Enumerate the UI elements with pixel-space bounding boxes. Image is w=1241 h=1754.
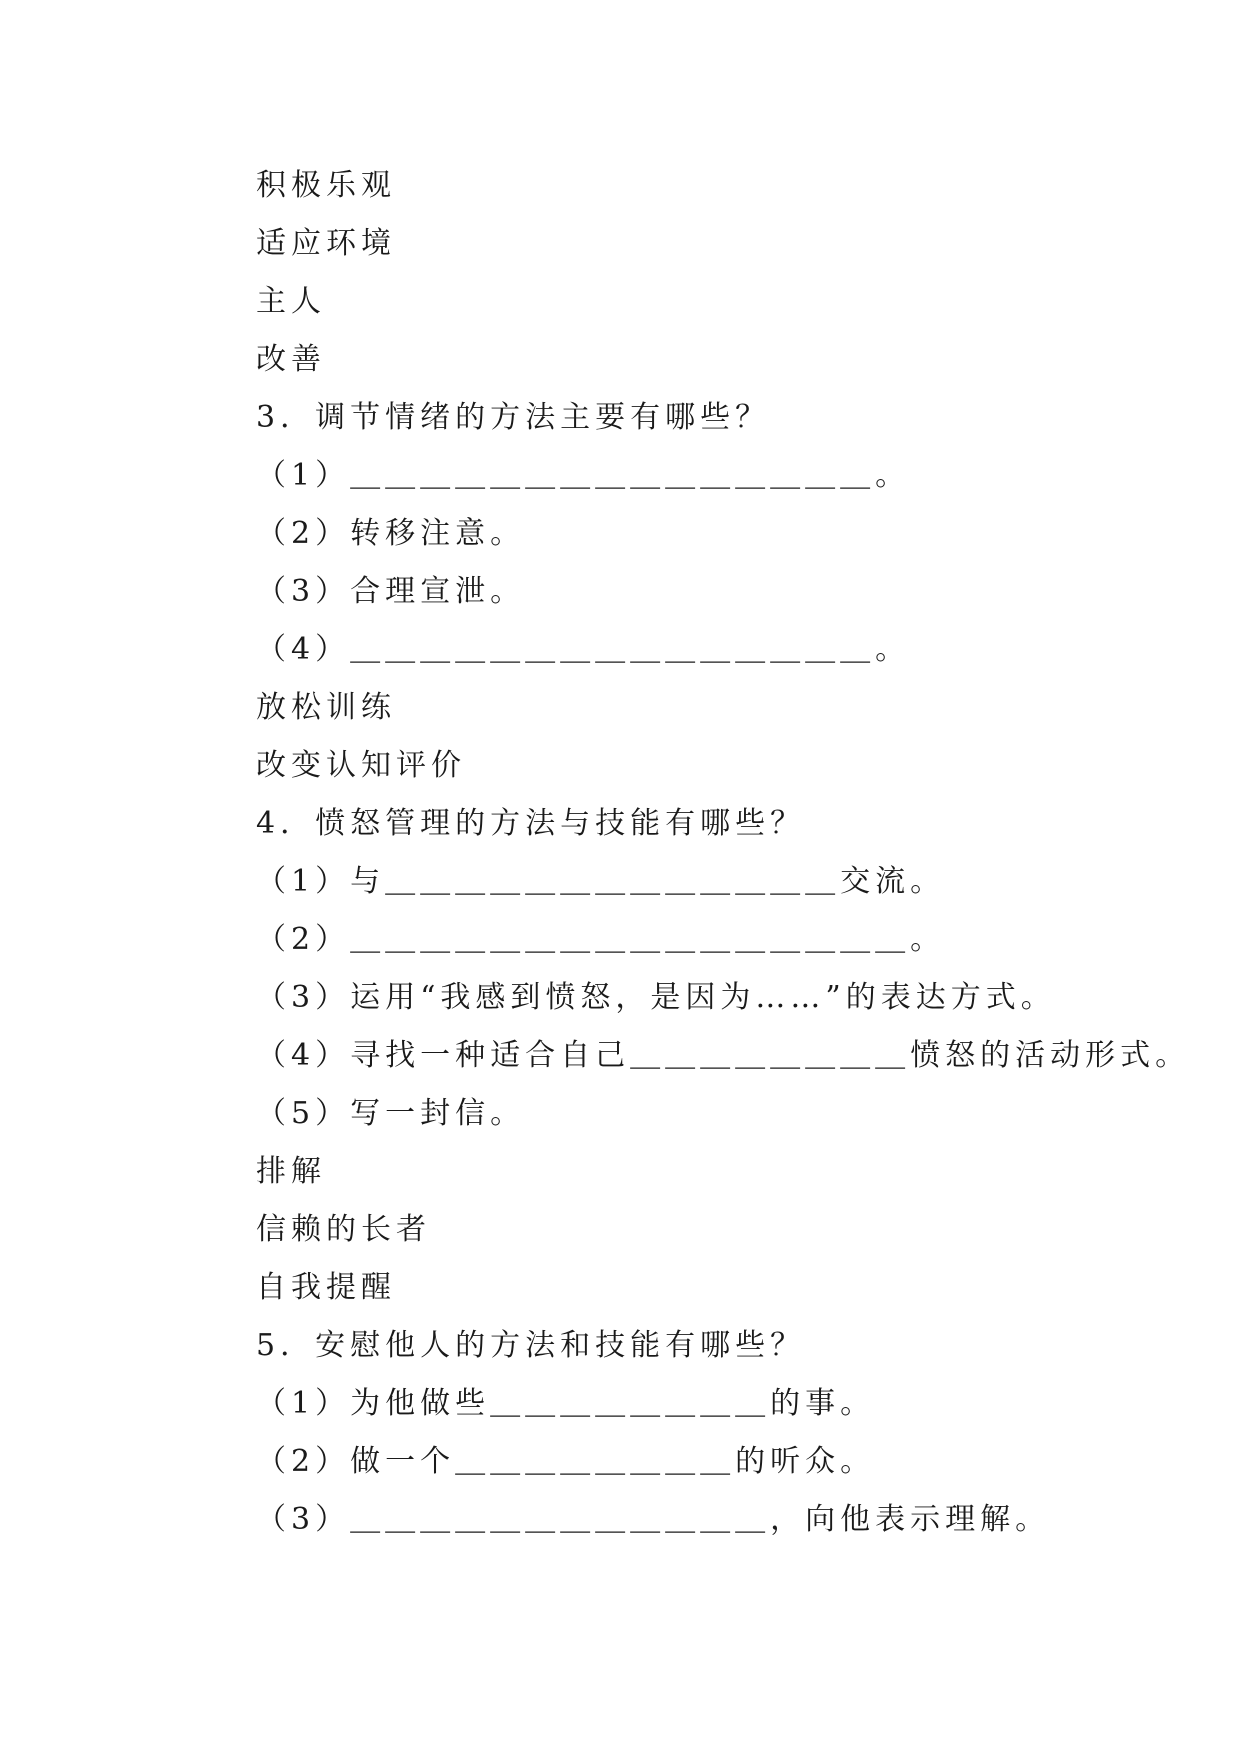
fill-in-item: （4）寻找一种适合自己＿＿＿＿＿＿＿＿愤怒的活动形式。 (256, 1038, 1191, 1073)
answer-line: 改善 (256, 342, 326, 377)
list-item: （3）合理宣泄。 (256, 574, 526, 609)
list-item: （5）写一封信。 (256, 1096, 526, 1131)
fill-in-item: （1）＿＿＿＿＿＿＿＿＿＿＿＿＿＿＿。 (256, 458, 911, 493)
list-item: （3）运用“我感到愤怒，是因为……”的表达方式。 (256, 980, 1056, 1015)
fill-in-item: （4）＿＿＿＿＿＿＿＿＿＿＿＿＿＿＿。 (256, 632, 911, 667)
question-heading: 4．愤怒管理的方法与技能有哪些？ (256, 806, 806, 841)
fill-in-item: （2）做一个＿＿＿＿＿＿＿＿的听众。 (256, 1444, 876, 1479)
answer-line: 自我提醒 (256, 1270, 396, 1305)
question-heading: 3．调节情绪的方法主要有哪些？ (256, 400, 771, 435)
answer-line: 放松训练 (256, 690, 396, 725)
answer-line: 信赖的长者 (256, 1212, 431, 1247)
fill-in-item: （1）与＿＿＿＿＿＿＿＿＿＿＿＿＿交流。 (256, 864, 946, 899)
answer-line: 主人 (256, 284, 326, 319)
answer-line: 改变认知评价 (256, 748, 466, 783)
list-item: （2）转移注意。 (256, 516, 526, 551)
answer-line: 适应环境 (256, 226, 396, 261)
answer-line: 积极乐观 (256, 168, 396, 203)
answer-line: 排解 (256, 1154, 326, 1189)
question-heading: 5．安慰他人的方法和技能有哪些？ (256, 1328, 806, 1363)
text-body (256, 157, 1191, 1549)
fill-in-item: （3）＿＿＿＿＿＿＿＿＿＿＿＿，向他表示理解。 (256, 1502, 1051, 1537)
fill-in-item: （1）为他做些＿＿＿＿＿＿＿＿的事。 (256, 1386, 876, 1421)
fill-in-item: （2）＿＿＿＿＿＿＿＿＿＿＿＿＿＿＿＿。 (256, 922, 946, 957)
